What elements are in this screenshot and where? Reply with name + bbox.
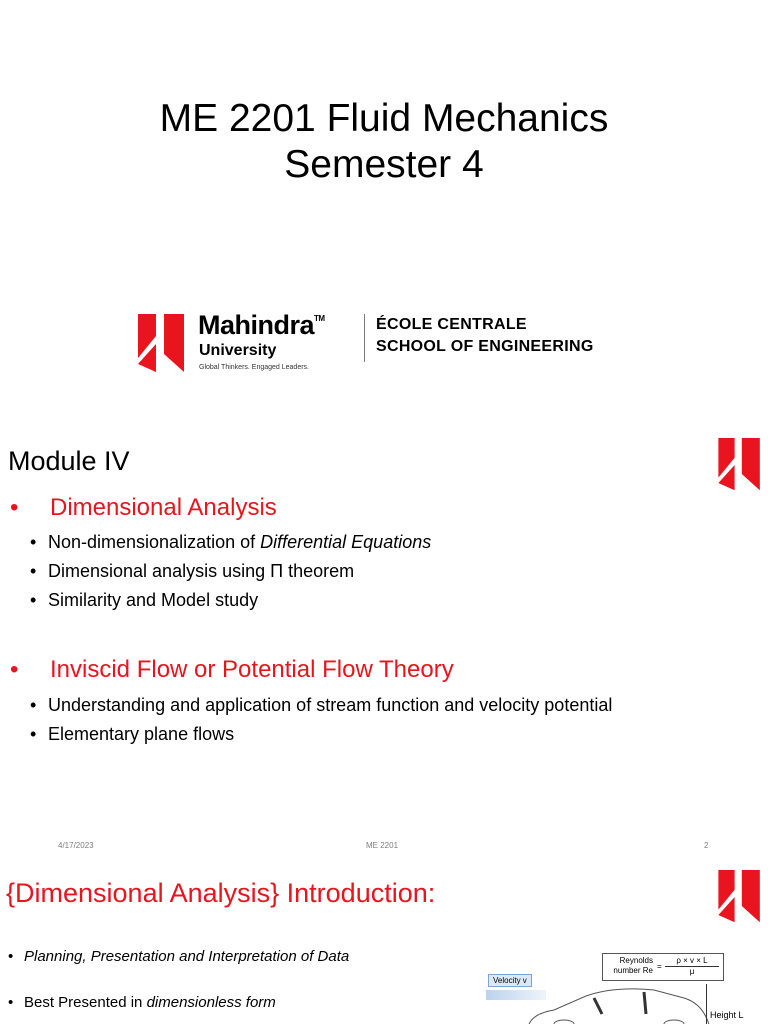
intro-slide [0,858,768,1024]
list-item: • Planning, Presentation and Interpretation of Data [8,948,350,965]
reynolds-box: Reynolds number Re = $\frac{\rho \times v \times L}{\mu}$ [602,953,724,981]
title-slide [0,0,768,410]
formula-numerator: ρ × v × L [665,956,719,967]
reynolds-label-1: Reynolds [619,956,653,965]
height-label: Height L [710,1010,744,1020]
title-line-1: ME 2201 Fluid Mechanics [159,97,609,141]
list-item: • Non-dimensionalization of Differential Equations [30,532,432,552]
module-heading: Module IV [8,446,130,476]
car-outline-icon [524,984,714,1024]
section-title: • Dimensional Analysis [10,494,277,521]
logo-school-line-2: SCHOOL OF ENGINEERING [376,338,594,355]
mahindra-m-logo-icon [136,314,188,374]
footer-page-number: 2 [704,841,709,850]
list-item: • Elementary plane flows [30,724,235,744]
intro-heading: {Dimensional Analysis} Introduction: [6,878,436,908]
formula-denominator: μ [689,967,695,976]
footer-course: ME 2201 [366,841,399,850]
list-item: • Dimensional analysis using Π theorem [30,561,355,581]
logo-divider [364,314,365,362]
module-slide [0,420,768,852]
velocity-label: Velocity v [488,974,532,987]
logo-name: Mahindra™ [198,310,325,340]
corner-logo-icon [716,870,764,924]
car-reynolds-figure [484,950,764,1024]
reynolds-label-2: number Re [613,966,653,975]
logo-university: University [199,342,277,359]
slide-title [0,96,768,188]
height-arrow [706,984,707,1024]
section-title: • Inviscid Flow or Potential Flow Theory [10,656,454,683]
list-item: • Similarity and Model study [30,590,259,610]
footer-date: 4/17/2023 [58,841,94,850]
list-item: • Best Presented in dimensionless form [8,994,276,1011]
mahindra-university-logo [136,306,636,382]
corner-logo-icon [716,438,764,492]
title-line-2: Semester 4 [284,143,484,187]
list-item: • Understanding and application of stream function and velocity potential [30,695,613,715]
logo-tagline: Global Thinkers. Engaged Leaders. [199,364,309,371]
logo-school-line-1: ÉCOLE CENTRALE [376,316,527,333]
